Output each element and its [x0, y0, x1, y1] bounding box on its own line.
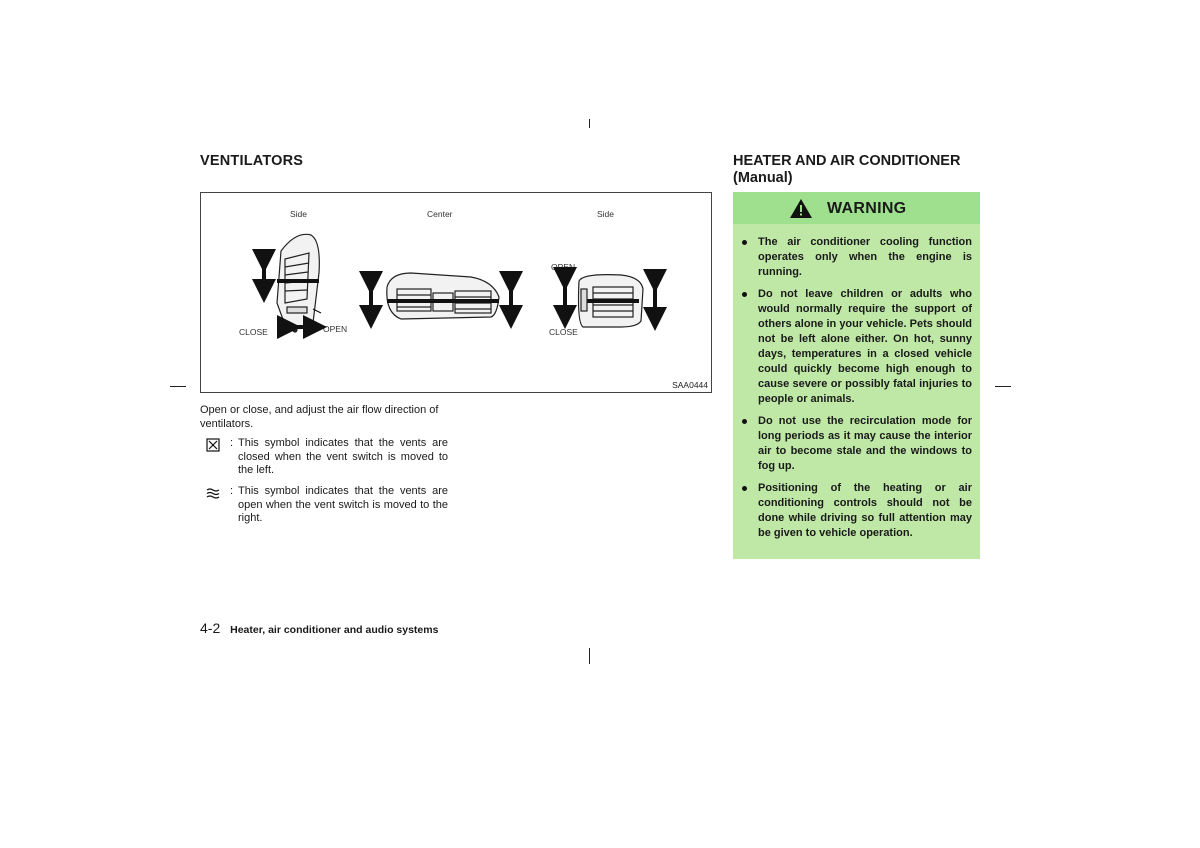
warning-item-text: Do not use the recirculation mode for long periods as it may cause the interior air to become stale and the windows to fog up.: [758, 415, 972, 472]
bullet: [742, 419, 747, 424]
symbol-closed-description: This symbol indicates that the vents are closed when the vent switch is moved to the left.: [238, 437, 448, 477]
warning-item: [733, 235, 980, 280]
intro-paragraph: Open or close, and adjust the air flow direction of ventilators.: [200, 404, 439, 430]
center-vent: [387, 273, 499, 319]
ventilator-figure: [200, 192, 712, 393]
crop-mark-top: [589, 119, 590, 128]
warning-item-text: Positioning of the heating or air conditioning controls should not be done while driving so full attention may be given to vehicle operation.: [758, 482, 972, 539]
vent-open-icon: [206, 486, 220, 500]
symbol-colon: :: [230, 437, 234, 449]
symbol-row-open: [200, 485, 450, 527]
warning-triangle-icon: [789, 198, 813, 219]
figure-label-close-right: CLOSE: [549, 327, 578, 337]
figure-label-side-left: Side: [290, 209, 308, 219]
footer-section-title: Heater, air conditioner and audio systems: [230, 624, 439, 636]
warning-item-text: Do not leave children or adults who would normally require the support of others alone in your vehicle. Pets should not be left alone either. On hot, sunny days, temperatures in a closed vehicle could quickly become high enough to cause severe or possibly fatal injuries to people or animals.: [758, 288, 972, 405]
bullet: [742, 240, 747, 245]
heading-line-1: HEATER AND AIR CONDITIONER: [733, 153, 961, 169]
warning-item: [733, 414, 980, 474]
figure-label-center: Center: [427, 209, 453, 219]
figure-code: SAA0444: [672, 380, 708, 390]
crop-mark-bottom: [589, 648, 590, 664]
page-number: 4-2: [200, 620, 221, 636]
side-vent-right: [579, 275, 644, 327]
crop-mark-right: [995, 386, 1011, 387]
warning-header: [733, 192, 980, 224]
warning-title: WARNING: [827, 200, 907, 217]
warning-item-text: The air conditioner cooling function operates only when the engine is running.: [758, 236, 972, 278]
warning-item: [733, 287, 980, 407]
figure-label-side-right: Side: [597, 209, 615, 219]
symbol-open-description: This symbol indicates that the vents are open when the vent switch is moved to the right.: [238, 485, 448, 525]
warning-box: [733, 192, 980, 559]
side-vent-left: [277, 234, 321, 332]
bullet: [742, 292, 747, 297]
vent-closed-icon: [206, 438, 220, 452]
figure-label-open-right: OPEN: [551, 262, 576, 272]
crop-mark-left: [170, 386, 186, 387]
warning-item: [733, 481, 980, 541]
warning-list: [733, 235, 980, 548]
figure-label-open-left: OPEN: [323, 324, 348, 334]
vent-illustration: [201, 193, 711, 392]
section-heading-heater: [733, 153, 983, 187]
symbol-colon: :: [230, 485, 234, 497]
symbol-row-closed: [200, 437, 450, 479]
bullet: [742, 486, 747, 491]
page-footer: [200, 620, 438, 636]
section-heading-ventilators: VENTILATORS: [200, 153, 304, 169]
figure-label-close-left: CLOSE: [239, 327, 268, 337]
heading-line-2: (Manual): [733, 170, 793, 186]
